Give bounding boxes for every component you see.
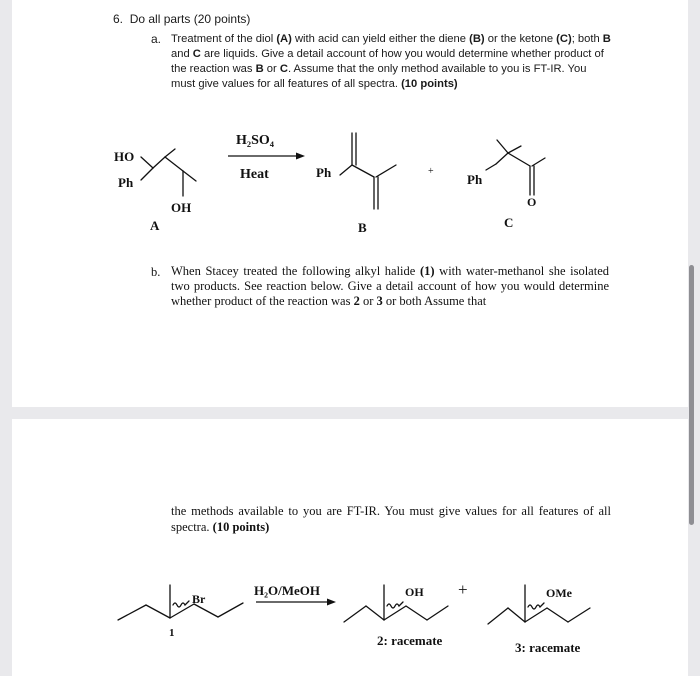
bond xyxy=(568,608,590,622)
compound-b-label: B xyxy=(358,220,367,235)
compound-2-label: 2: racemate xyxy=(377,633,443,648)
reagent-h2so4: H₂SO₄ xyxy=(236,133,274,148)
compound-c-label: C xyxy=(504,215,514,230)
text-run: When Stacey treated the following alkyl halide xyxy=(171,264,420,278)
b-ref: B xyxy=(602,33,611,45)
diol-ref: (A) xyxy=(276,33,292,45)
wavy-bond xyxy=(173,601,189,607)
halide-ref: (1) xyxy=(419,264,435,278)
plus-sign-a: + xyxy=(428,166,434,177)
wavy-bond xyxy=(387,602,403,608)
text-run: ; both xyxy=(571,33,603,45)
text-run: Treatment of the diol xyxy=(171,33,277,45)
br-label: Br xyxy=(192,592,206,606)
bond xyxy=(427,606,448,620)
question-number: 6. xyxy=(113,12,124,26)
text-run: or both Assume that xyxy=(382,294,487,308)
diene-ref: (B) xyxy=(469,33,485,45)
part-b-label: b. xyxy=(151,265,161,279)
ketone-ref: (C) xyxy=(556,33,572,45)
text-run: or the ketone xyxy=(484,33,557,45)
oh-label-a: OH xyxy=(171,200,192,215)
text-run: and xyxy=(171,48,193,60)
c-ref: C xyxy=(192,48,201,60)
text-run: the methods available to you are FT-IR. You must give values for all features of all spectra. xyxy=(171,504,611,534)
bond xyxy=(218,603,243,617)
bond xyxy=(525,608,547,622)
reaction-arrow-head xyxy=(327,599,336,606)
question-title: Do all parts (20 points) xyxy=(129,12,251,26)
bond xyxy=(118,605,146,620)
oxygen-label-c: O xyxy=(527,195,537,209)
bond xyxy=(384,606,406,620)
ph-label-c: Ph xyxy=(467,172,483,187)
points: (10 points) xyxy=(212,520,270,534)
bond xyxy=(366,606,384,620)
plus-sign-b: + xyxy=(458,580,468,599)
bond xyxy=(488,608,508,624)
text-run: are liquids. Give a detail account of how you would determine whether product of the reaction was xyxy=(171,48,604,75)
compound-a-label: A xyxy=(150,218,160,233)
condition-heat: Heat xyxy=(240,167,269,182)
bond xyxy=(508,608,525,622)
ho-label: HO xyxy=(114,149,135,164)
product-3-ref: 3 xyxy=(376,294,383,308)
bond xyxy=(344,606,366,622)
c-ref: C xyxy=(279,63,288,75)
text-run: . Assume that the only method available to you is FT-IR. You must give values for all features of all spectra. xyxy=(171,63,587,90)
wavy-bond xyxy=(528,603,544,609)
points: (10 points) xyxy=(401,78,458,90)
bond xyxy=(146,605,170,618)
part-a-label: a. xyxy=(151,32,162,46)
compound-3-label: 3: racemate xyxy=(515,640,581,655)
oh-label: OH xyxy=(405,585,424,599)
product-2-ref: 2 xyxy=(353,294,360,308)
text-run: or xyxy=(359,294,377,308)
bond xyxy=(547,608,568,622)
text-run: or xyxy=(263,63,280,75)
ph-label-a: Ph xyxy=(118,175,134,190)
reagent-h2o-meoh: H₂O/MeOH xyxy=(254,583,320,598)
text-run: with acid can yield either the diene xyxy=(291,33,470,45)
text-run: with water-methanol she isolated two products. See reaction below. Give a detail account of how you would determine whether product of the reaction was xyxy=(171,264,609,308)
compound-1-label: 1 xyxy=(169,627,175,639)
bond xyxy=(170,604,194,618)
ome-label: OMe xyxy=(546,586,572,600)
b-ref: B xyxy=(255,63,264,75)
ph-label-b: Ph xyxy=(316,165,332,180)
bond xyxy=(406,606,427,620)
